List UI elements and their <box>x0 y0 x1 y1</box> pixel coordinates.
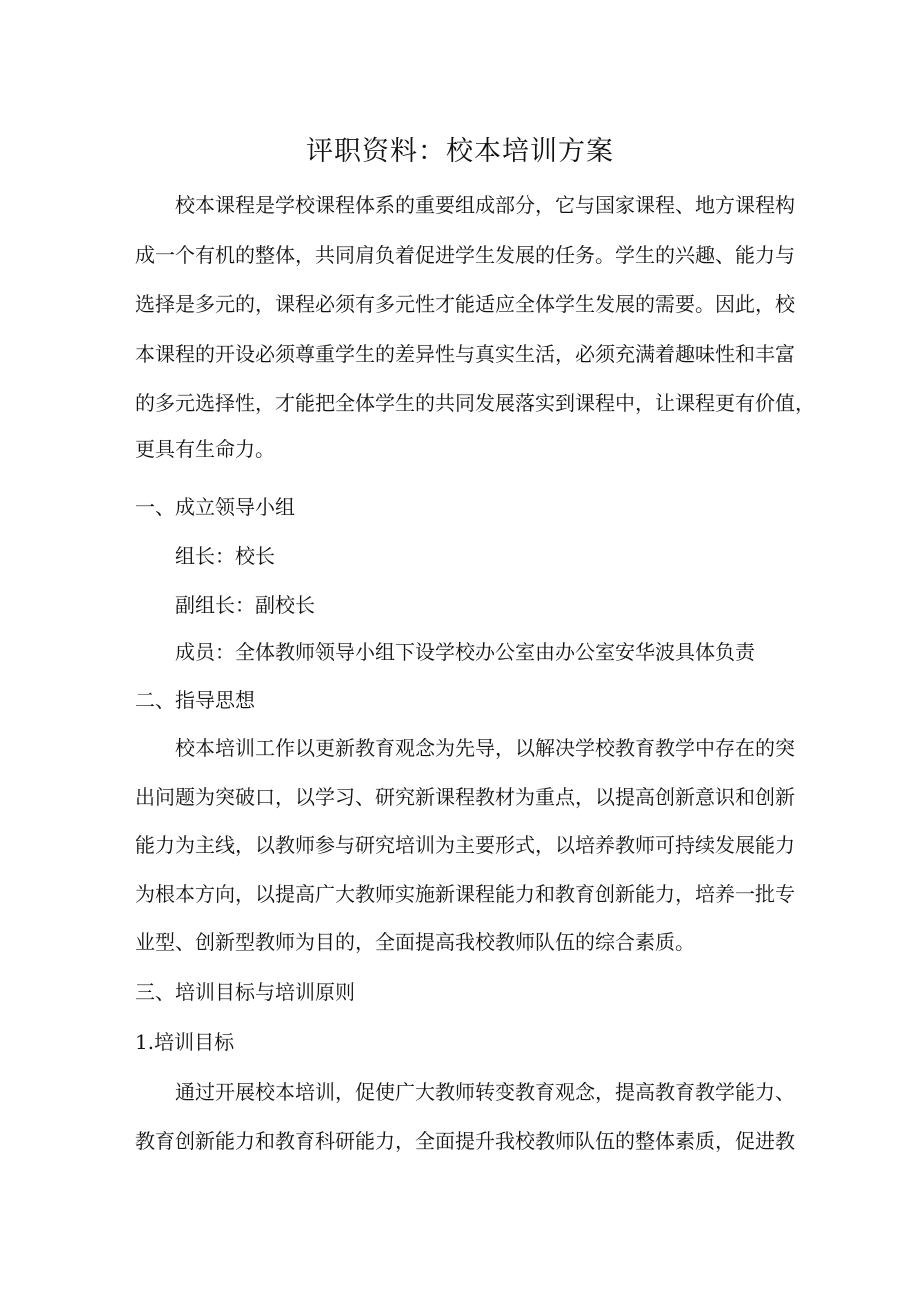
intro-line: 的多元选择性，才能把全体学生的共同发展落实到课程中，让课程更有价值， <box>135 391 815 415</box>
document-title: 评职资料：校本培训方案 <box>306 136 614 167</box>
goal-line: 教育创新能力和教育科研能力，全面提升我校教师队伍的整体素质，促进教 <box>135 1129 795 1153</box>
leader-line: 组长：校长 <box>175 544 275 568</box>
deputy-line: 副组长：副校长 <box>175 593 315 617</box>
guiding-line: 校本培训工作以更新教育观念为先导，以解决学校教育教学中存在的突 <box>175 736 795 760</box>
section-heading-1: 一、成立领导小组 <box>135 495 295 519</box>
intro-line: 选择是多元的，课程必须有多元性才能适应全体学生发展的需要。因此，校 <box>135 292 795 316</box>
intro-line: 成一个有机的整体，共同肩负着促进学生发展的任务。学生的兴趣、能力与 <box>135 243 795 267</box>
intro-line: 更具有生命力。 <box>135 437 275 461</box>
section-heading-2: 二、指导思想 <box>135 688 255 712</box>
guiding-line: 出问题为突破口，以学习、研究新课程教材为重点，以提高创新意识和创新 <box>135 785 795 809</box>
guiding-line: 能力为主线，以教师参与研究培训为主要形式，以培养教师可持续发展能力 <box>135 833 795 857</box>
members-line: 成员：全体教师领导小组下设学校办公室由办公室安华波具体负责 <box>175 640 755 664</box>
goal-line: 通过开展校本培训，促使广大教师转变教育观念，提高教育教学能力、 <box>175 1080 795 1104</box>
subsection-heading-1: 1.培训目标 <box>135 1030 235 1054</box>
guiding-line: 业型、创新型教师为目的，全面提高我校教师队伍的综合素质。 <box>135 930 695 954</box>
intro-line: 本课程的开设必须尊重学生的差异性与真实生活，必须充满着趣味性和丰富 <box>135 342 795 366</box>
section-heading-3: 三、培训目标与培训原则 <box>135 980 355 1004</box>
guiding-line: 为根本方向，以提高广大教师实施新课程能力和教育创新能力，培养一批专 <box>135 882 795 906</box>
intro-line: 校本课程是学校课程体系的重要组成部分，它与国家课程、地方课程构 <box>175 193 795 217</box>
